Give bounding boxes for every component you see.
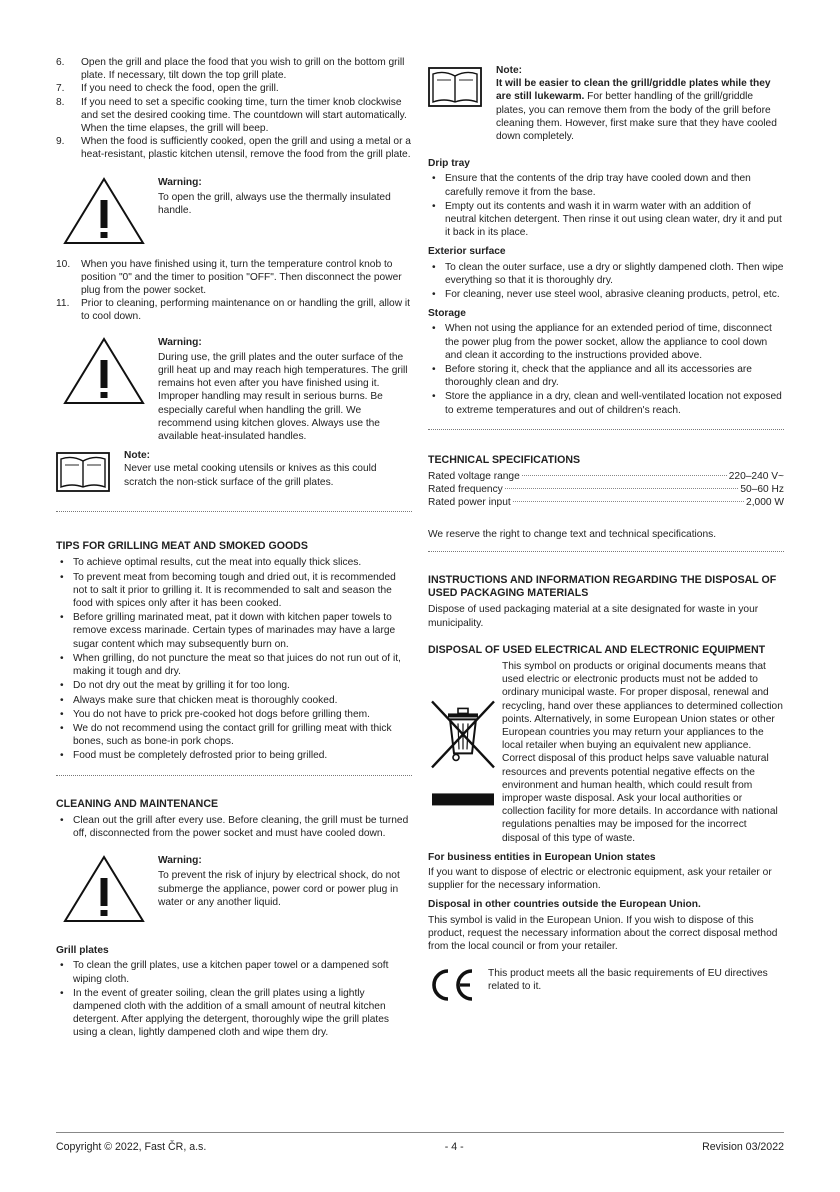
subsection-title: Grill plates [56, 945, 109, 957]
tips-list [56, 556, 412, 762]
list-item: • For cleaning, never use steel wool, abrasive cleaning products, petrol, etc. [432, 289, 780, 301]
warning-title: Warning: [158, 336, 202, 348]
left-column [56, 56, 412, 1041]
subsection-title: Drip tray [428, 158, 470, 170]
list-item: • You do not have to prick pre-cooked hot dogs before grilling them. [60, 708, 370, 720]
subsection-title: For business entities in European Union states [428, 851, 656, 863]
ce-text: This product meets all the basic requirements of EU directives related to it. [488, 968, 768, 993]
right-column [428, 56, 784, 1003]
steps-list-a [56, 56, 412, 162]
tech-spec-table [428, 470, 784, 510]
note-title: Note: [496, 65, 523, 76]
list-item: • When not using the appliance for an extended period of time, disconnect the power plug from the power socket, allow the appliance to cool down and clean it according to the instructions provided above. [432, 323, 772, 361]
list-item: • In the event of greater soiling, clean the grill plates using a lightly dampened cloth with the addition of a small amount of neutral kitchen detergent. After applying the detergent, thoroughly wipe the grill plates using a clean, lightly dampened cloth and wipe them dry. [60, 987, 390, 1039]
grill-plates-list [56, 959, 412, 1039]
subsection-title: Disposal in other countries outside the European Union. [428, 899, 701, 911]
warning-text: To open the grill, always use the thermally insulated handle. [158, 191, 391, 217]
warning-block-3 [56, 854, 412, 924]
warning-triangle-icon [62, 176, 146, 246]
reserve-text: We reserve the right to change text and technical specifications. [428, 528, 717, 540]
section-title: TECHNICAL SPECIFICATIONS [428, 453, 581, 466]
ce-block [428, 967, 784, 1003]
warning-triangle-icon [62, 336, 146, 406]
subsection-title: Exterior surface [428, 246, 506, 258]
open-book-icon [428, 64, 482, 108]
list-item: 11. Prior to cleaning, performing maintenance on or handling the grill, allow it to cool down. [56, 298, 411, 323]
note-block-2 [428, 64, 784, 143]
list-item: • Ensure that the contents of the drip tray have cooled down and then carefully remove it from the base. [432, 173, 751, 198]
footer-page-number: - 4 - [444, 1141, 464, 1153]
section-title: INSTRUCTIONS AND INFORMATION REGARDING THE DISPOSAL OF USED PACKAGING MATERIALS [428, 573, 777, 600]
list-item: • Before grilling marinated meat, pat it down with kitchen paper towels to remove excess marinade. Certain types of marinades may have a large sugar content which may subsequently burn on. [60, 612, 396, 650]
weee-block [428, 660, 784, 845]
note-text: Never use metal cooking utensils or knives as this could scratch the non-stick surface of the grill plates. [124, 463, 377, 488]
list-item: 9. When the food is sufficiently cooked, open the grill and using a metal or a heat-resistant, plastic kitchen utensil, remove the food from the grill plate. [56, 136, 411, 161]
spec-row: Rated frequency 50–60 Hz [428, 484, 784, 496]
spec-row: Rated power input 2,000 W [428, 497, 784, 509]
list-item: • Store the appliance in a dry, clean and well-ventilated location not exposed to extreme temperatures and out of children's reach. [432, 391, 782, 416]
note-block-1 [56, 449, 412, 493]
dotted-divider [56, 775, 412, 776]
spec-row: Rated voltage range 220–240 V~ [428, 471, 784, 483]
exterior-list [428, 261, 784, 302]
list-item: 7. If you need to check the food, open the grill. [56, 83, 279, 95]
footer-copyright: Copyright © 2022, Fast ČR, a.s. [56, 1141, 207, 1153]
drip-tray-list [428, 172, 784, 239]
list-item: • Do not dry out the meat by grilling it for too long. [60, 680, 290, 692]
steps-list-b [56, 258, 412, 324]
section-title: CLEANING AND MAINTENANCE [56, 797, 219, 810]
warning-triangle-icon [62, 854, 146, 924]
list-item: 10. When you have finished using it, turn the temperature control knob to position "0" and the timer to position "OFF". Then disconnect the power plug from the power socket. [56, 258, 402, 297]
list-item: • To clean the outer surface, use a dry or slightly dampened cloth. Then wipe everything so that it is thoroughly dry. [432, 261, 784, 286]
packaging-text: Dispose of used packaging material at a site designated for waste in your municipality. [428, 604, 759, 629]
warning-title: Warning: [158, 176, 202, 188]
warning-block-1 [56, 176, 412, 246]
business-text: If you want to dispose of electric or electronic equipment, ask your retailer or supplier for the necessary information. [428, 866, 772, 892]
note-text: It will be easier to clean the grill/griddle plates while they are still lukewarm. For better handling of the grill/griddle plates, you can remove them from the body of the grill before cleaning them. However, first make sure that they have cooled down completely. [496, 78, 777, 143]
footer-revision: Revision 03/2022 [702, 1141, 784, 1153]
list-item: • Clean out the grill after every use. Before cleaning, the grill must be turned off, disconnected from the power socket and must have cooled down. [60, 814, 409, 839]
section-title: TIPS FOR GRILLING MEAT AND SMOKED GOODS [56, 540, 308, 553]
list-item: • Always make sure that chicken meat is thoroughly cooked. [60, 694, 338, 706]
list-item: • Food must be completely defrosted prior to being grilled. [60, 750, 328, 762]
ce-mark-icon [428, 967, 476, 1003]
list-item: • Empty out its contents and wash it in warm water with an addition of neutral kitchen detergent. Then rinse it out using clean water, dry it and put it back in its place. [432, 200, 782, 239]
dotted-divider [428, 429, 784, 430]
warning-title: Warning: [158, 855, 202, 867]
list-item: 8. If you need to set a specific cooking time, turn the timer knob clockwise and set the desired cooking time. The countdown will start automatically. When the time elapses, the grill will beep. [56, 96, 407, 135]
warning-block-2 [56, 336, 412, 444]
warning-text: To prevent the risk of injury by electrical shock, do not submerge the appliance, power cord or power plug in water or any another liquid. [158, 870, 400, 908]
crossed-bin-icon [428, 660, 498, 845]
note-title: Note: [124, 450, 151, 462]
subsection-title: Storage [428, 308, 466, 320]
dotted-divider [56, 511, 412, 512]
list-item: • To clean the grill plates, use a kitchen paper towel or a dampened soft wiping cloth. [60, 960, 389, 985]
warning-text: During use, the grill plates and the outer surface of the grill heat up and may reach high temperatures. The grill remains hot even after you have finished using it. Improper handling may result in serious burns. Be especially careful when handling the grill. We recommend using kitchen gloves. Always use the available heat-insulated handles. [158, 351, 408, 443]
list-item: • To achieve optimal results, cut the meat into equally thick slices. [60, 557, 362, 569]
storage-list [428, 322, 784, 416]
dotted-divider [428, 551, 784, 552]
section-title: DISPOSAL OF USED ELECTRICAL AND ELECTRONIC EQUIPMENT [428, 643, 766, 656]
weee-text: This symbol on products or original documents means that used electric or electronic products must not be added to ordinary municipal waste. For proper disposal, renewal and recycling, hand over these appliances to determined collection points. Alternatively, in some European Union states or other European countries you may return your appliances to the local retailer when buying an equivalent new appliance. Correct disposal of this product helps save valuable natural resources and prevents potential negative effects on the environment and human health, which could result from improper waste disposal. Ask your local authorities or collection facility for more details. In accordance with national regulations penalties may be imposed for the incorrect disposal of this type of waste. [502, 660, 783, 844]
cleaning-list [56, 814, 412, 840]
page-footer [56, 1132, 784, 1153]
list-item: • We do not recommend using the contact grill for grilling meat with thick bones, such as bone-in pork chops. [60, 722, 392, 748]
other-text: This symbol is valid in the European Union. If you wish to dispose of this product, request the necessary information about the correct disposal method from the local council or from your retailer. [428, 914, 778, 952]
list-item: • To prevent meat from becoming tough and dried out, it is recommended not to salt it prior to grilling it. It is recommended to salt and season the food with spices only after it has been cooked. [60, 571, 396, 610]
list-item: 6. Open the grill and place the food that you wish to grill on the bottom grill plate. If necessary, tilt down the top grill plate. [56, 57, 405, 82]
list-item: • When grilling, do not puncture the meat so that juices do not run out of it, making it tough and dry. [60, 652, 401, 678]
list-item: • Before storing it, check that the appliance and all its accessories are thoroughly clean and dry. [432, 364, 752, 389]
open-book-icon [56, 449, 110, 493]
